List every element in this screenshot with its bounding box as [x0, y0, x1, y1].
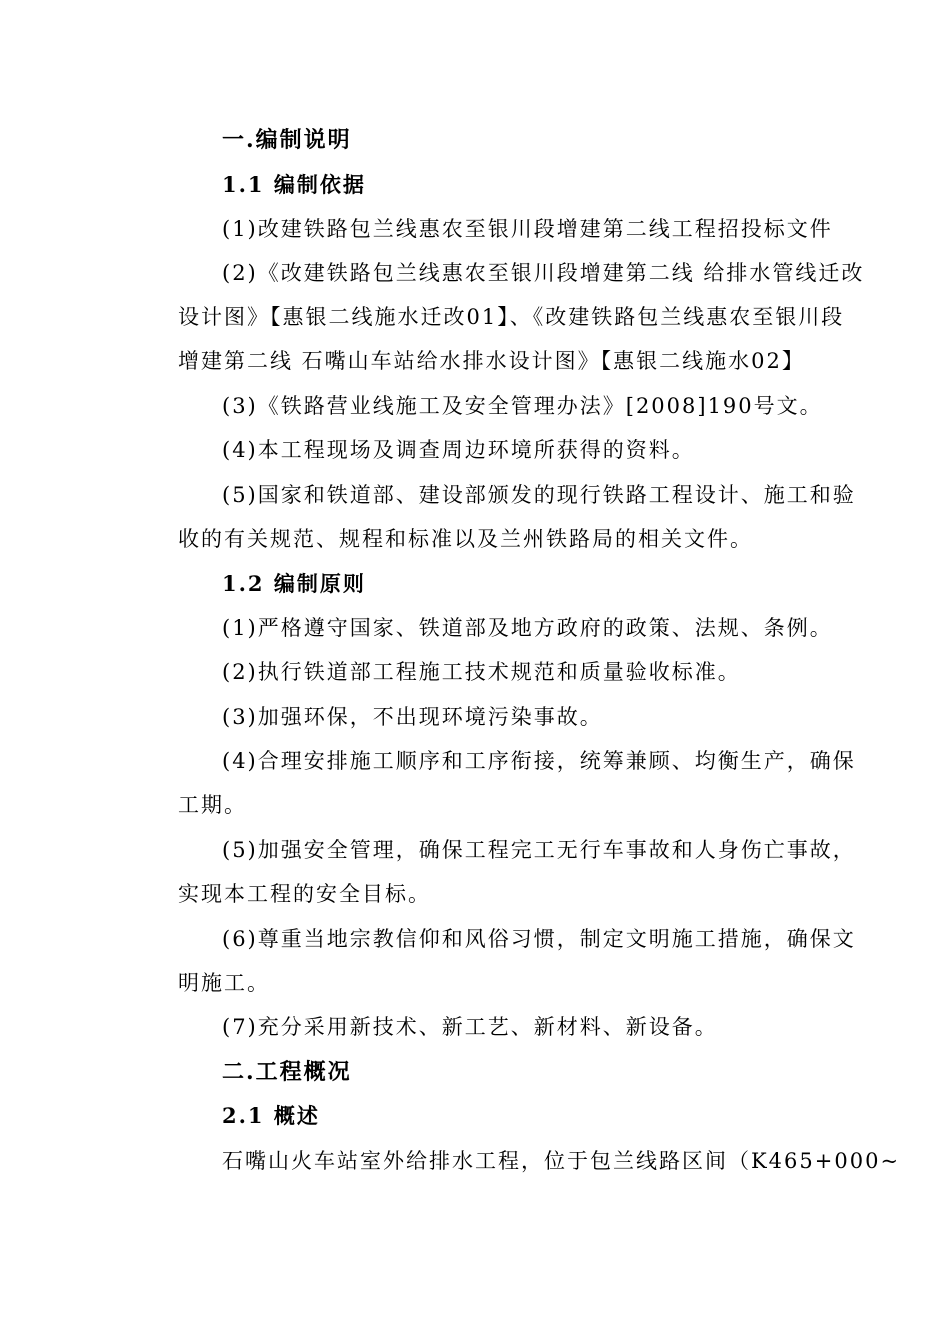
paragraph-line: 实现本工程的安全目标。 [178, 882, 431, 906]
paragraph-line: 设计图》【惠银二线施水迁改01】、《改建铁路包兰线惠农至银川段 [178, 305, 845, 329]
paragraph-line: (1)严格遵守国家、铁道部及地方政府的政策、法规、条例。 [222, 616, 833, 640]
paragraph-line: (3)《铁路营业线施工及安全管理办法》[2008]190号文。 [222, 394, 823, 418]
paragraph-line: 增建第二线 石嘴山车站给水排水设计图》【惠银二线施水02】 [178, 349, 805, 373]
paragraph-line: (5)国家和铁道部、建设部颁发的现行铁路工程设计、施工和验 [222, 483, 856, 507]
paragraph-line: (3)加强环保，不出现环境污染事故。 [222, 705, 603, 729]
paragraph-line: (2)《改建铁路包兰线惠农至银川段增建第二线 给排水管线迁改 [222, 261, 865, 285]
paragraph-line: (5)加强安全管理，确保工程完工无行车事故和人身伤亡事故， [222, 838, 856, 862]
paragraph-line: 工期。 [178, 793, 247, 817]
paragraph-line: (7)充分采用新技术、新工艺、新材料、新设备。 [222, 1015, 718, 1039]
paragraph-line: (2)执行铁道部工程施工技术规范和质量验收标准。 [222, 660, 741, 684]
paragraph-line: (4)本工程现场及调查周边环境所获得的资料。 [222, 438, 695, 462]
paragraph-line: 收的有关规范、规程和标准以及兰州铁路局的相关文件。 [178, 527, 753, 551]
paragraph-line: (1)改建铁路包兰线惠农至银川段增建第二线工程招投标文件 [222, 217, 833, 241]
paragraph-line: 石嘴山火车站室外给排水工程，位于包兰线路区间（K465+000~ [222, 1149, 901, 1173]
paragraph-line: (4)合理安排施工顺序和工序衔接，统筹兼顾、均衡生产，确保 [222, 749, 856, 773]
subsection-heading: 1.2 编制原则 [222, 571, 366, 596]
paragraph-line: 明施工。 [178, 971, 270, 995]
subsection-heading: 2.1 概述 [222, 1103, 320, 1128]
subsection-heading: 1.1 编制依据 [222, 172, 366, 197]
section-heading: 二.工程概况 [222, 1059, 352, 1085]
paragraph-line: (6)尊重当地宗教信仰和风俗习惯，制定文明施工措施，确保文 [222, 927, 856, 951]
section-heading: 一.编制说明 [222, 127, 352, 153]
